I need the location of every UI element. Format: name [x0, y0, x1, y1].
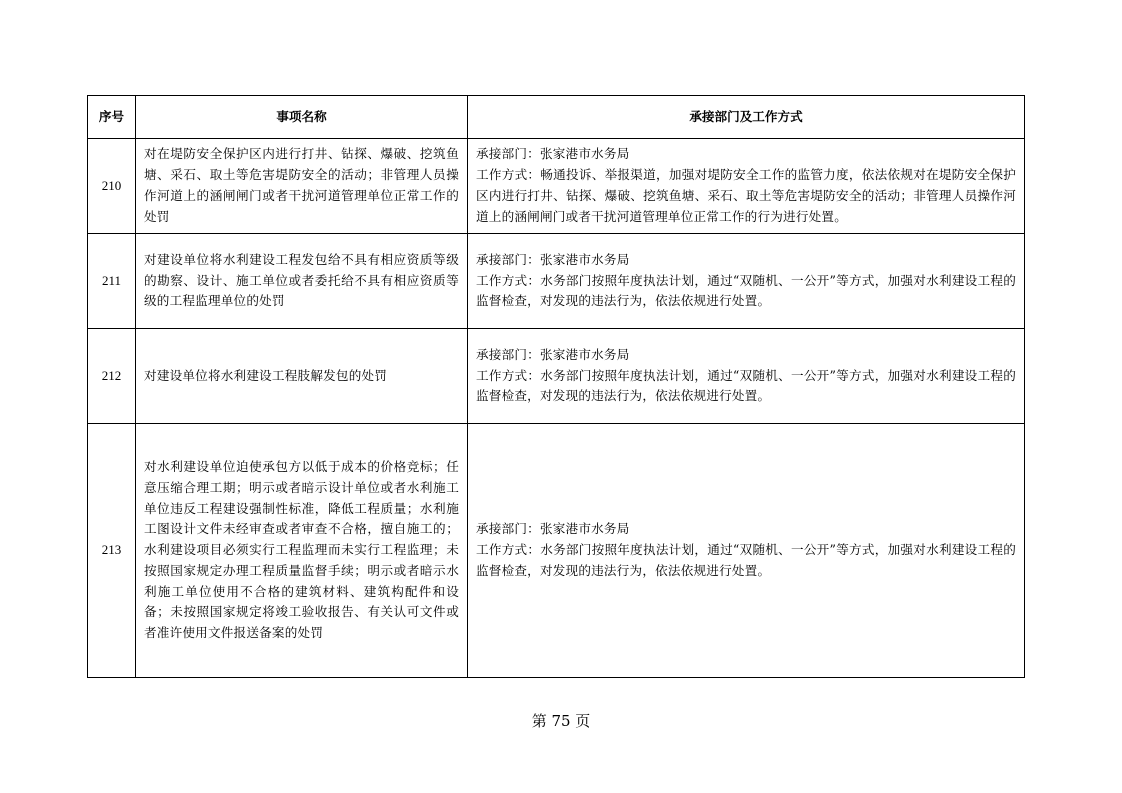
row-number: 211 — [88, 234, 136, 329]
department-line: 承接部门：张家港市水务局 — [476, 346, 630, 362]
department-line: 承接部门：张家港市水务局 — [476, 521, 630, 537]
table-row — [88, 139, 1025, 234]
method-line: 工作方式：水务部门按照年度执法计划，通过“双随机、一公开”等方式，加强对水利建设工程的监督检查，对发现的违法行为，依法依规进行处置。 — [476, 272, 1016, 309]
item-name-text: 对建设单位将水利建设工程发包给不具有相应资质等级的勘察、设计、施工单位或者委托给不具有相应资质等级的工程监理单位的处罚 — [144, 251, 459, 309]
row-department-method — [468, 234, 1025, 329]
method-line: 工作方式：畅通投诉、举报渠道，加强对堤防安全工作的监管力度，依法依规对在堤防安全保护区内进行打井、钻探、爆破、挖筑鱼塘、采石、取土等危害堤防安全的活动；非管理人员操作河道上的涵闸闸门或者干扰河道管理单位正常工作的行为进行处置。 — [476, 167, 1016, 224]
department-line: 承接部门：张家港市水务局 — [476, 146, 630, 162]
row-department-method — [468, 329, 1025, 424]
regulation-table — [87, 95, 1025, 678]
row-item-name — [136, 424, 468, 678]
item-name-text: 对水利建设单位迫使承包方以低于成本的价格竞标；任意压缩合理工期；明示或者暗示设计单位或者水利施工单位违反工程建设强制性标准，降低工程质量；水利施工图设计文件未经审查或者审查不合格，擅自施工的；水利建设项目必须实行工程监理而未实行工程监理；未按照国家规定办理工程质量监督手续；明示或者暗示水利施工单位使用不合格的建筑材料、建筑构配件和设备；未按照国家规定将竣工验收报告、有关认可文件或者准许使用文件报送备案的处罚 — [144, 458, 459, 641]
row-department-method — [468, 424, 1025, 678]
table-row — [88, 234, 1025, 329]
table-header-row — [88, 96, 1025, 139]
item-name-text: 对在堤防安全保护区内进行打井、钻探、爆破、挖筑鱼塘、采石、取土等危害堤防安全的活动；非管理人员操作河道上的涵闸闸门或者干扰河道管理单位正常工作的处罚 — [144, 146, 459, 224]
row-number: 212 — [88, 329, 136, 424]
method-line: 工作方式：水务部门按照年度执法计划，通过“双随机、一公开”等方式，加强对水利建设工程的监督检查，对发现的违法行为，依法依规进行处置。 — [476, 542, 1016, 578]
page-number: 第 75 页 — [531, 712, 591, 730]
row-number: 213 — [88, 424, 136, 678]
row-item-name — [136, 329, 468, 424]
header-department-method: 承接部门及工作方式 — [468, 96, 1025, 139]
header-item-name: 事项名称 — [136, 96, 468, 139]
row-number: 210 — [88, 139, 136, 234]
method-line: 工作方式：水务部门按照年度执法计划，通过“双随机、一公开”等方式，加强对水利建设工程的监督检查，对发现的违法行为，依法依规进行处置。 — [476, 367, 1016, 404]
item-name-text: 对建设单位将水利建设工程肢解发包的处罚 — [144, 367, 388, 383]
row-item-name — [136, 139, 468, 234]
department-line: 承接部门：张家港市水务局 — [476, 251, 630, 267]
row-department-method — [468, 139, 1025, 234]
row-item-name — [136, 234, 468, 329]
table-row — [88, 424, 1025, 678]
header-serial-number: 序号 — [88, 96, 136, 139]
table-row — [88, 329, 1025, 424]
